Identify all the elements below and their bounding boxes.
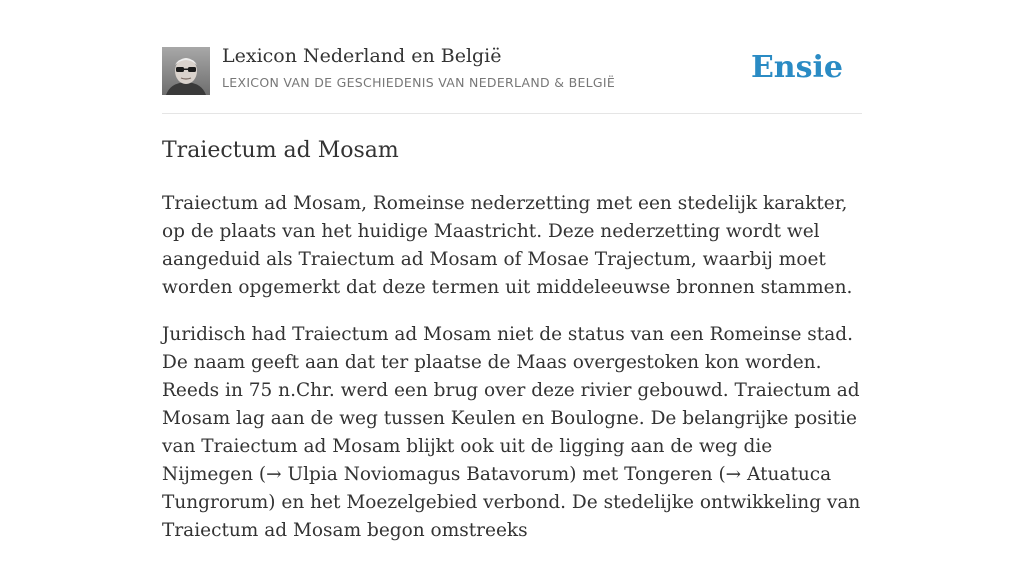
brand-logo[interactable]: Ensie — [750, 50, 843, 85]
article-body — [162, 190, 862, 564]
article-paragraph: Juridisch had Traiectum ad Mosam niet de status van een Romeinse stad. De naam geeft aan dat ter plaatse de Maas overgestoken kon worden. Reeds in 75 n.Chr. werd een brug over deze rivier gebouwd. Traiectum ad Mosam lag aan de weg tussen Keulen en Boulogne. De belangrijke positie van Traiectum ad Mosam blijkt ook uit de ligging aan de weg die Nijmegen (→ Ulpia Noviomagus Batavorum) met Tongeren (→ Atuatuca Tungrorum) en het Moezelgebied verbond. De stedelijke ontwikkeling van Traiectum ad Mosam begon omstreeks — [162, 324, 861, 541]
avatar[interactable] — [162, 47, 210, 95]
author-subtitle: LEXICON VAN DE GESCHIEDENIS VAN NEDERLAND & BELGIË — [222, 75, 616, 90]
page-header — [162, 0, 862, 114]
article-paragraph: Traiectum ad Mosam, Romeinse nederzetting met een stedelijk karakter, op de plaats van het huidige Maastricht. Deze nederzetting wordt wel aangeduid als Traiectum ad Mosam of Mosae Trajectum, waarbij moet worden opgemerkt dat deze termen uit middeleeuwse bronnen stammen. — [162, 193, 853, 298]
author-name[interactable]: Lexicon Nederland en België — [222, 45, 502, 67]
article-container — [162, 0, 862, 541]
person-photo-icon — [162, 47, 210, 95]
article-title: Traiectum ad Mosam — [162, 138, 399, 163]
